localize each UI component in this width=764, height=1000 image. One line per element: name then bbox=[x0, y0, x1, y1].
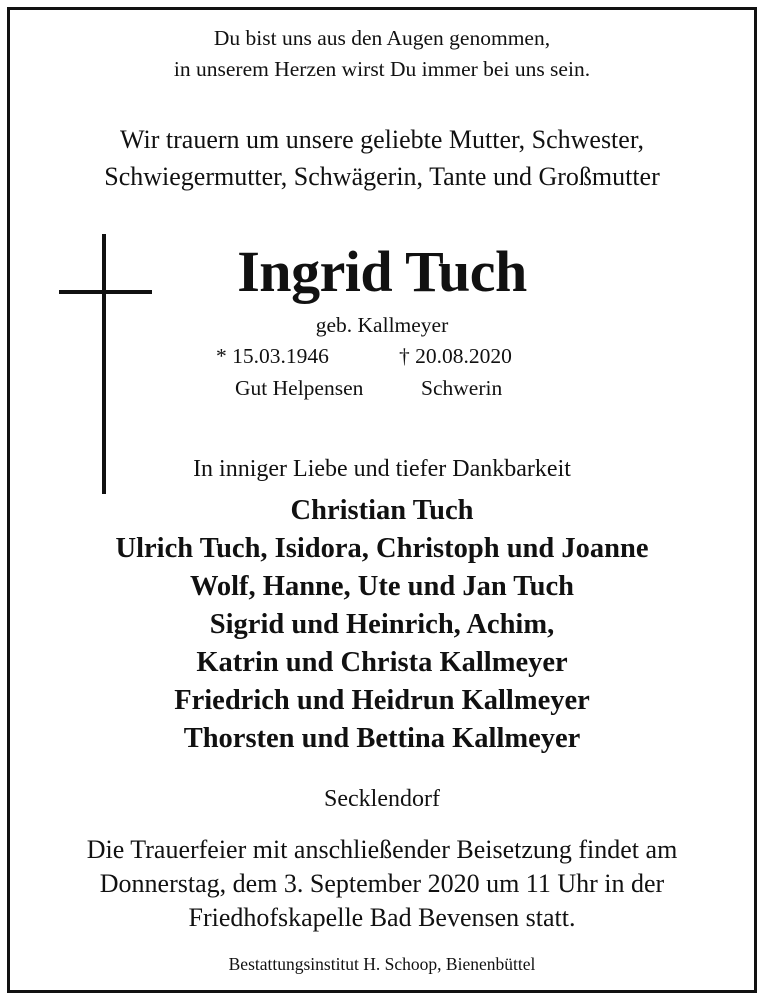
mourner-line: Friedrich und Heidrun Kallmeyer bbox=[174, 685, 590, 716]
mourner-line: Katrin und Christa Kallmeyer bbox=[196, 647, 568, 678]
mourner-line: Thorsten und Bettina Kallmeyer bbox=[183, 723, 581, 754]
residence-place: Secklendorf bbox=[324, 786, 440, 812]
birth-place: Gut Helpensen bbox=[235, 376, 364, 400]
verse-line-2: in unserem Herzen wirst Du immer bei uns sein. bbox=[173, 57, 591, 81]
dedication: In inniger Liebe und tiefer Dankbarkeit bbox=[193, 456, 571, 482]
maiden-name: geb. Kallmeyer bbox=[315, 313, 449, 337]
death-date: † 20.08.2020 bbox=[399, 344, 512, 368]
mourning-intro-line-1: Wir trauern um unsere geliebte Mutter, Schwester, bbox=[120, 125, 644, 154]
mourner-line: Wolf, Hanne, Ute und Jan Tuch bbox=[189, 571, 575, 602]
ceremony-line-1: Die Trauerfeier mit anschließender Beisetzung findet am bbox=[86, 835, 678, 864]
verse-line-1: Du bist uns aus den Augen genommen, bbox=[213, 26, 551, 50]
death-place: Schwerin bbox=[421, 376, 503, 400]
mourning-intro-line-2: Schwiegermutter, Schwägerin, Tante und Großmutter bbox=[104, 162, 660, 191]
mourner-line: Christian Tuch bbox=[290, 495, 474, 526]
birth-date: * 15.03.1946 bbox=[216, 344, 329, 368]
mourner-line: Ulrich Tuch, Isidora, Christoph und Joanne bbox=[115, 533, 649, 564]
deceased-name: Ingrid Tuch bbox=[237, 239, 527, 304]
mourner-line: Sigrid und Heinrich, Achim, bbox=[209, 609, 555, 640]
undertaker: Bestattungsinstitut H. Schoop, Bienenbüttel bbox=[228, 954, 536, 974]
ceremony-line-3: Friedhofskapelle Bad Bevensen statt. bbox=[188, 903, 576, 932]
ceremony-line-2: Donnerstag, dem 3. September 2020 um 11 Uhr in der bbox=[99, 869, 665, 898]
